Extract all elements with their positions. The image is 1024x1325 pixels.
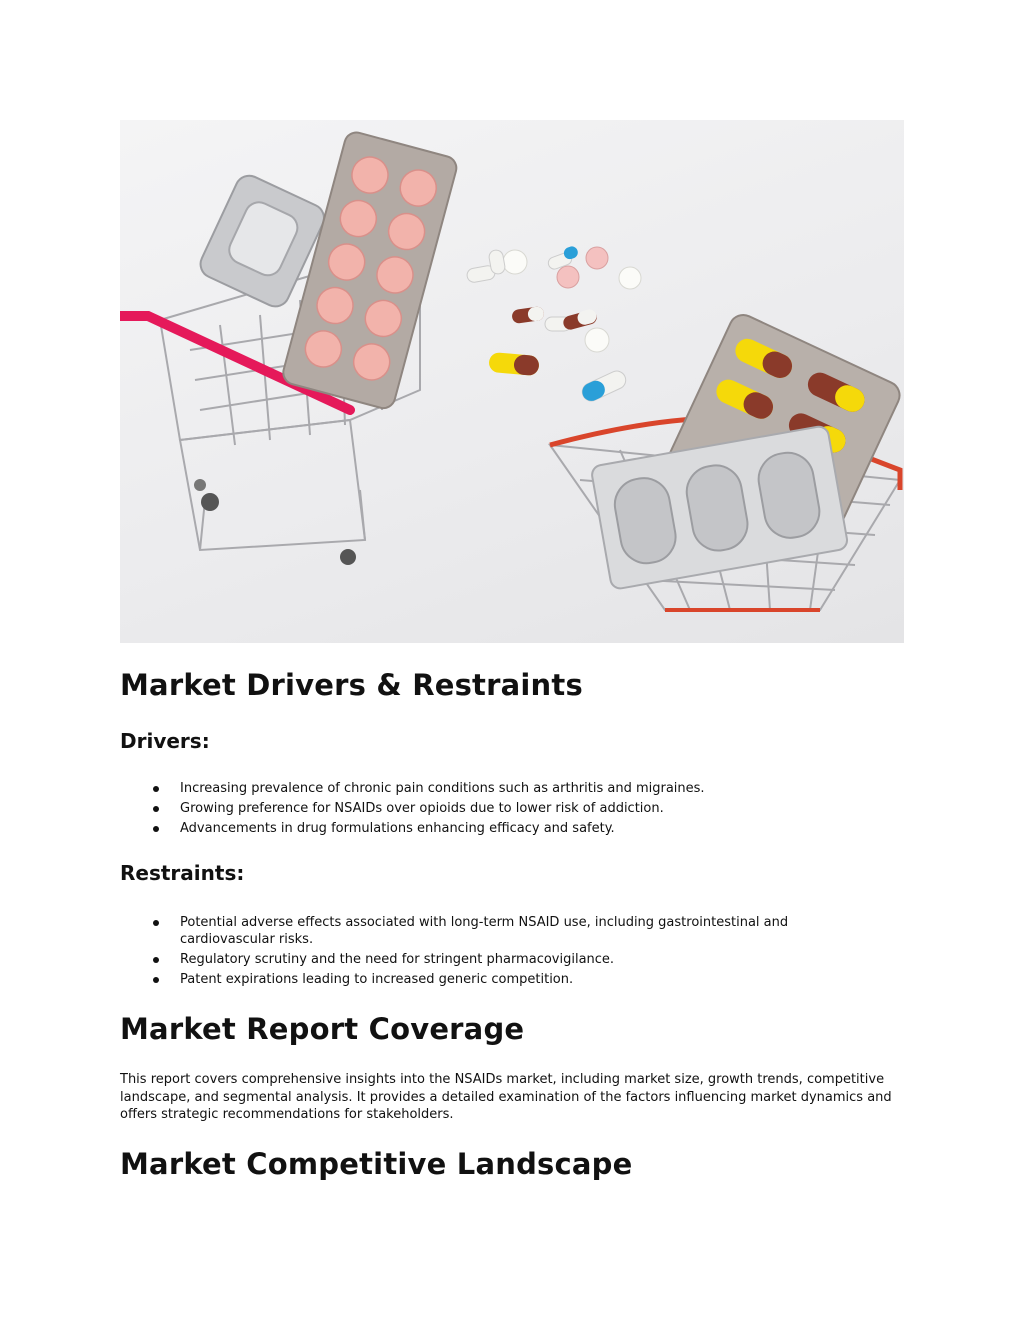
drivers-list [146,780,886,840]
drivers-heading: Drivers: [120,729,210,753]
section-title-competitive-landscape: Market Competitive Landscape [120,1147,633,1181]
restraints-list [146,914,866,991]
section-title-drivers-restraints: Market Drivers & Restraints [120,668,583,702]
list-item: Advancements in drug formulations enhancing efficacy and safety. [146,820,886,837]
list-item: Potential adverse effects associated with long-term NSAID use, including gastrointestinal and cardiovascular risks. [146,914,866,948]
basket-illustration [550,310,904,610]
list-item: Increasing prevalence of chronic pain conditions such as arthritis and migraines. [146,780,886,797]
section-title-report-coverage: Market Report Coverage [120,1012,525,1046]
report-coverage-paragraph: This report covers comprehensive insights into the NSAIDs market, including market size, growth trends, competitive landscape, and segmental analysis. It provides a detailed examination of the factors influencing market dynamics and offers strategic recommendations for stakeholders. [120,1072,892,1122]
list-item: Growing preference for NSAIDs over opioids due to lower risk of addiction. [146,800,886,817]
scattered-pills [466,245,641,404]
restraints-heading: Restraints: [120,861,245,885]
list-item: Regulatory scrutiny and the need for stringent pharmacovigilance. [146,951,866,968]
list-item: Patent expirations leading to increased generic competition. [146,971,866,988]
hero-image [120,120,904,643]
